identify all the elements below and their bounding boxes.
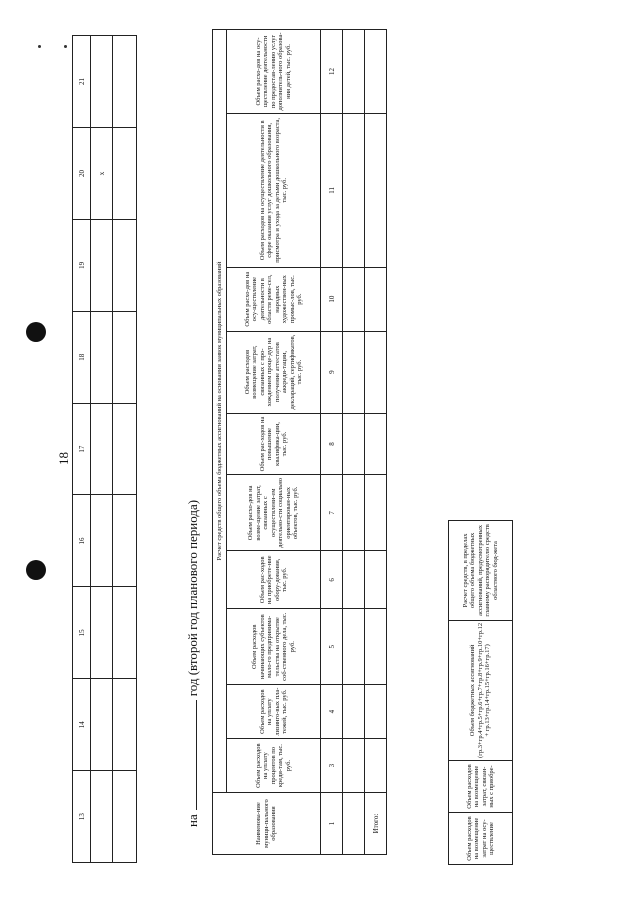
bottom-col-calculation: Расчет средств, в пределах общего объема бюджетных ассигнований, предусмотренных главному распорядителю средств областного бюд-жета (449, 521, 513, 621)
cell (91, 219, 113, 311)
cell (113, 679, 137, 771)
cell (91, 311, 113, 403)
cell (91, 679, 113, 771)
col-9-header: Объем расходов возмещение затрат, связанных с про-хождением проце-дур на получение аттестатов аккреди-тации, деклараций, сертификатов, тыс. руб. (227, 331, 321, 413)
period-suffix: год (второй год планового периода) (185, 499, 200, 697)
col-12-header: Объем расхо-дов на осу-ществление деятельности по предостав-лению услуг дополнитель-ного образова-ния детей, тыс. руб. (227, 30, 321, 114)
cell (343, 331, 365, 413)
year-blank (186, 700, 197, 810)
bottom-col-budget-total: Объем бюджетных ассигнований (гр.3+гр.4+гр.5+гр.6+гр.7+гр.8+гр.9+гр.10+гр.12 + гр.13+гр.14+гр.15+гр.16+гр.17) (449, 620, 513, 760)
cell (113, 495, 137, 587)
cell (343, 739, 365, 793)
cell (91, 771, 113, 863)
cell (343, 793, 365, 855)
cell (91, 36, 113, 128)
col-6-header: Объем рас-ходов на приобрете-ние обору-дования, тыс. руб. (227, 551, 321, 609)
cell (343, 113, 365, 267)
cell (365, 475, 387, 551)
col-number: 6 (321, 551, 343, 609)
cell (91, 403, 113, 495)
cell (113, 36, 137, 128)
cell (343, 475, 365, 551)
col-number: 10 (321, 267, 343, 331)
cell (343, 609, 365, 685)
col-number: 3 (321, 739, 343, 793)
cell (365, 685, 387, 739)
page-number: 18 (56, 452, 71, 465)
col-number: 12 (321, 30, 343, 114)
col-11-header: Объем расходов на осуществление деятельности в сфере оказания услуг дошкольного образования, присмотра и ухода за детьми дошкольного возраста, тыс. руб. (227, 113, 321, 267)
cell (365, 113, 387, 267)
cell (113, 403, 137, 495)
col-number: 7 (321, 475, 343, 551)
col-number: 5 (321, 609, 343, 685)
cell (343, 30, 365, 114)
cell (113, 311, 137, 403)
col-number: 11 (321, 113, 343, 267)
bottom-col-expenses-acquisition: Объем расходов на возмещение затрат, связан-ных с приобре- (449, 760, 513, 812)
col-17-header: 17 (73, 403, 91, 495)
cell (113, 219, 137, 311)
cell (365, 609, 387, 685)
cell (365, 739, 387, 793)
col-14-header: 14 (73, 679, 91, 771)
col-number: 9 (321, 331, 343, 413)
cell (91, 587, 113, 679)
col-municipality-header: Наименова-ние муници-пального образования (213, 793, 321, 855)
col-21-header: 21 (73, 36, 91, 128)
col-18-header: 18 (73, 311, 91, 403)
cell (343, 551, 365, 609)
cell (113, 128, 137, 220)
col-number: 4 (321, 685, 343, 739)
cell (113, 771, 137, 863)
cell-x-mark: х (91, 128, 113, 220)
col-4-header: Объем расходов на уплату лизинго-вых пла-тежей, тыс. руб. (227, 685, 321, 739)
col-5-header: Объем расходов начинающих субъектов мало-го предпринима-тельства на открытие соб-ственного дела, тыс. руб. (227, 609, 321, 685)
group-header: Расчет средств общего объема бюджетных ассигнований на основании заявок муниципальных образований (213, 30, 227, 793)
cell (343, 413, 365, 475)
col-number: 8 (321, 413, 343, 475)
cell (365, 30, 387, 114)
col-3-header: Объем расходов на уплату процентов по креди-там, тыс. руб. (227, 739, 321, 793)
col-8-header: Объем рас-ходов на повышение квалифика-ции, тыс. руб. (227, 413, 321, 475)
col-13-header: 13 (73, 771, 91, 863)
cell (91, 495, 113, 587)
cell (113, 587, 137, 679)
cell (365, 551, 387, 609)
col-19-header: 19 (73, 219, 91, 311)
top-table (72, 35, 137, 863)
cell (343, 685, 365, 739)
bottom-col-expenses-activity: Объем расходов на возмещение затрат на осу-ществление (449, 812, 513, 864)
bottom-table (448, 520, 513, 865)
col-number: 1 (321, 793, 343, 855)
main-table (212, 29, 387, 855)
cell (365, 331, 387, 413)
total-label: Итого: (365, 793, 387, 855)
col-10-header: Объем расхо-дов на осу-ществление деятельности в области реме-сел, народных художествен-ных промыс-лов, тыс. руб. (227, 267, 321, 331)
cell (365, 413, 387, 475)
col-15-header: 15 (73, 587, 91, 679)
period-prefix: на (185, 814, 200, 827)
col-16-header: 16 (73, 495, 91, 587)
col-7-header: Объем расхо-дов на возме-щение затрат, связанных с осуществлени-ем деятельно-сти социально ориентирован-ных объектов, тыс. руб. (227, 475, 321, 551)
cell (365, 267, 387, 331)
col-20-header: 20 (73, 128, 91, 220)
period-line (185, 500, 201, 827)
cell (343, 267, 365, 331)
